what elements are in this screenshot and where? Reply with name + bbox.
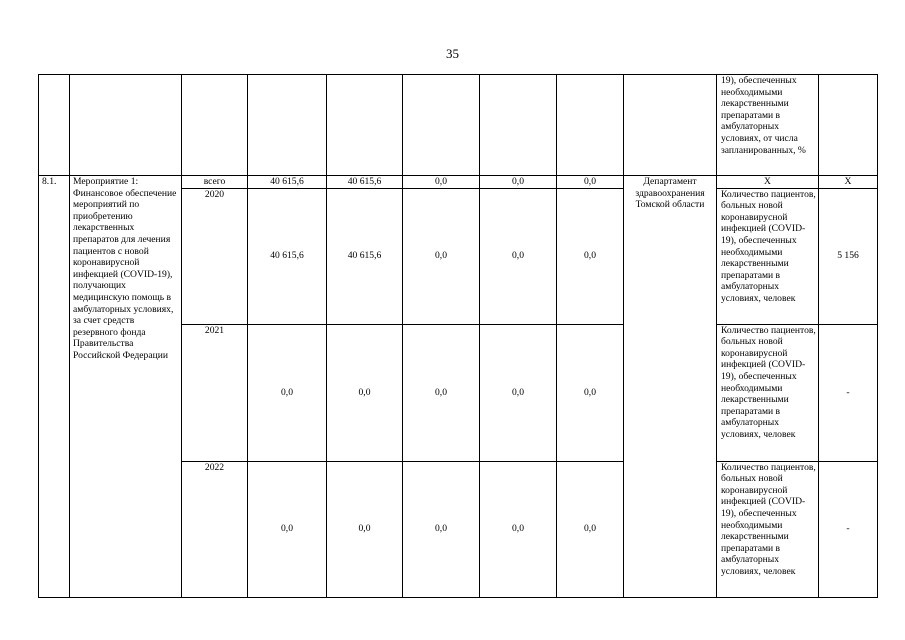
year-cell: 2021 [182, 324, 248, 461]
value-cell: 0,0 [248, 324, 327, 461]
cont-cell-value [480, 75, 557, 176]
indicator-cell: Количество пациентов, больных новой коронавирусной инфекцией (COVID-19), обеспеченных необходимыми лекарственными препаратами в амбулаторных условиях, человек [717, 188, 819, 324]
year-cell: всего [182, 176, 248, 189]
page-number: 35 [446, 46, 459, 61]
indicator-cell: Х [717, 176, 819, 189]
value-cell: 0,0 [403, 324, 480, 461]
value-cell: 0,0 [557, 176, 624, 189]
cont-cell-value [403, 75, 480, 176]
value-cell: 0,0 [327, 324, 403, 461]
value-cell: 40 615,6 [248, 176, 327, 189]
cont-indicator: 19), обеспеченных необходимыми лекарственными препаратами в амбулаторных условиях, от числа запланированных, % [717, 75, 819, 176]
cont-cell-number [39, 75, 70, 176]
cont-cell-measure [70, 75, 182, 176]
executor: Департамент здравоохранения Томской области [624, 176, 717, 598]
indicator-value-cell: - [819, 324, 878, 461]
value-cell: 0,0 [480, 324, 557, 461]
value-cell: 0,0 [248, 461, 327, 597]
value-cell: 0,0 [327, 461, 403, 597]
value-cell: 0,0 [480, 188, 557, 324]
year-cell: 2022 [182, 461, 248, 597]
value-cell: 0,0 [403, 188, 480, 324]
row-number: 8.1. [39, 176, 70, 598]
indicator-value-cell: - [819, 461, 878, 597]
cont-cell-year [182, 75, 248, 176]
value-cell: 0,0 [403, 461, 480, 597]
indicator-value-cell: 5 156 [819, 188, 878, 324]
value-cell: 40 615,6 [248, 188, 327, 324]
value-cell: 0,0 [557, 188, 624, 324]
indicator-cell: Количество пациентов, больных новой коронавирусной инфекцией (COVID-19), обеспеченных необходимыми лекарственными препаратами в амбулаторных условиях, человек [717, 461, 819, 597]
value-cell: 0,0 [403, 176, 480, 189]
value-cell: 0,0 [480, 176, 557, 189]
year-cell: 2020 [182, 188, 248, 324]
continuation-row [39, 75, 878, 176]
value-cell: 40 615,6 [327, 176, 403, 189]
value-cell: 40 615,6 [327, 188, 403, 324]
cont-cell-indicator-value [819, 75, 878, 176]
program-table [38, 74, 878, 598]
value-cell: 0,0 [557, 461, 624, 597]
total-row [39, 176, 878, 189]
cont-cell-value [557, 75, 624, 176]
value-cell: 0,0 [557, 324, 624, 461]
cont-cell-executor [624, 75, 717, 176]
cont-cell-value [327, 75, 403, 176]
indicator-cell: Количество пациентов, больных новой коронавирусной инфекцией (COVID-19), обеспеченных необходимыми лекарственными препаратами в амбулаторных условиях, человек [717, 324, 819, 461]
cont-cell-value [248, 75, 327, 176]
measure-name: Мероприятие 1: Финансовое обеспечение мероприятий по приобретению лекарственных препаратов для лечения пациентов с новой коронавирусной инфекцией (COVID-19), получающих медицинскую помощь в амбулаторных условиях, за счет средств резервного фонда Правительства Российской Федерации [70, 176, 182, 598]
value-cell: 0,0 [480, 461, 557, 597]
indicator-value-cell: Х [819, 176, 878, 189]
